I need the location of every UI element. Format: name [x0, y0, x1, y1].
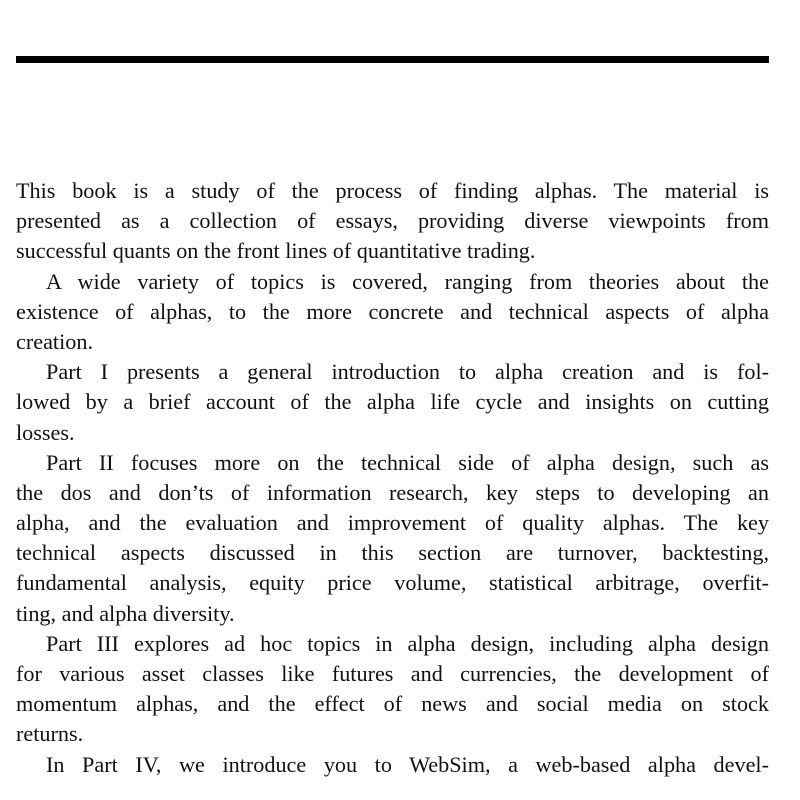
- text-line: momentum alphas, and the effect of news and social media on stock: [16, 691, 769, 717]
- text-line: ting, and alpha diversity.: [16, 600, 235, 626]
- text-line: technical aspects discussed in this section are turnover, backtesting,: [16, 540, 769, 566]
- text-line: Part II focuses more on the technical side of alpha design, such as: [46, 449, 769, 475]
- text-line: In Part IV, we introduce you to WebSim, a web-based alpha devel-: [46, 751, 769, 777]
- text-line: Part I presents a general introduction to alpha creation and is fol-: [46, 359, 769, 385]
- text-line: Part III explores ad hoc topics in alpha design, including alpha design: [46, 630, 769, 656]
- text-line: the dos and don’ts of information research, key steps to developing an: [16, 479, 769, 505]
- text-line: A wide variety of topics is covered, ranging from theories about the: [46, 268, 769, 294]
- text-line: existence of alphas, to the more concrete and technical aspects of alpha: [16, 298, 769, 324]
- text-line: alpha, and the evaluation and improvement of quality alphas. The key: [16, 510, 769, 536]
- text-line: for various asset classes like futures and currencies, the development of: [16, 661, 769, 686]
- text-line: This book is a study of the process of finding alphas. The material is: [16, 178, 769, 203]
- top-rule: [16, 56, 769, 63]
- text-line: successful quants on the front lines of quantitative trading.: [16, 238, 536, 264]
- text-line: losses.: [16, 419, 75, 445]
- text-line: presented as a collection of essays, providing diverse viewpoints from: [16, 208, 769, 234]
- body-text: [16, 176, 769, 780]
- text-line: lowed by a brief account of the alpha life cycle and insights on cutting: [16, 389, 769, 415]
- text-line: creation.: [16, 328, 93, 354]
- text-line: fundamental analysis, equity price volume, statistical arbitrage, overfit-: [16, 570, 769, 596]
- text-line: returns.: [16, 721, 84, 747]
